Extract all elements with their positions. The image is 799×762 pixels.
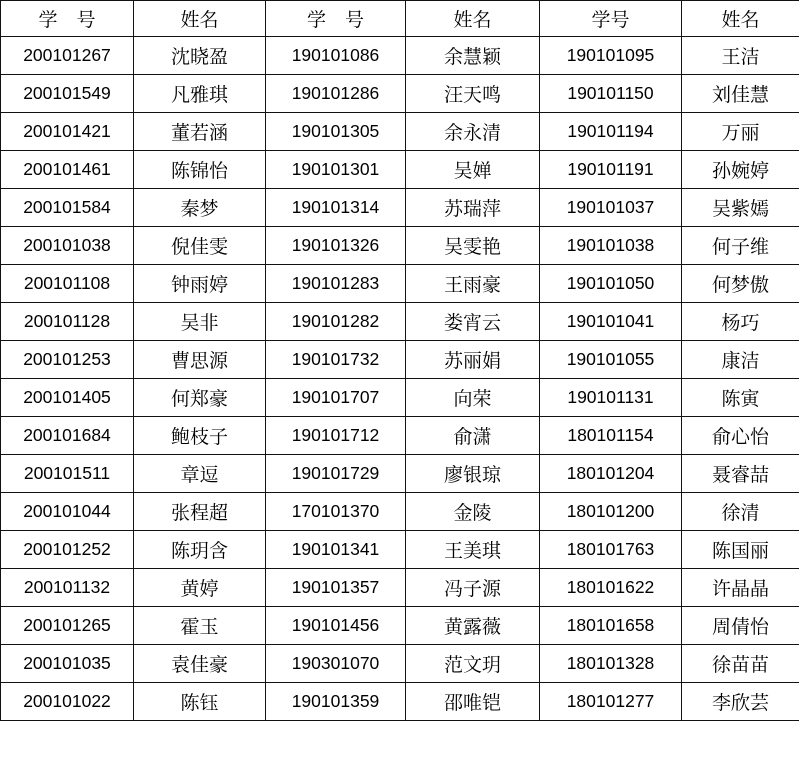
student-name-cell: 何子维: [682, 227, 799, 265]
student-name-cell: 吴婵: [406, 151, 540, 189]
student-name-cell: 王洁: [682, 37, 799, 75]
student-name-cell: 余永清: [406, 113, 540, 151]
student-name-cell: 金陵: [406, 493, 540, 531]
student-name-cell: 秦梦: [134, 189, 266, 227]
student-id-cell: 190301070: [266, 645, 406, 683]
student-id-cell: 190101131: [540, 379, 682, 417]
student-name-cell: 徐清: [682, 493, 799, 531]
table-row: [1, 379, 799, 417]
student-name-cell: 吴非: [134, 303, 266, 341]
student-name-cell: 万丽: [682, 113, 799, 151]
student-id-cell: 190101286: [266, 75, 406, 113]
student-id-cell: 190101305: [266, 113, 406, 151]
student-id-cell: 170101370: [266, 493, 406, 531]
student-name-cell: 范文玥: [406, 645, 540, 683]
student-id-cell: 190101194: [540, 113, 682, 151]
header-student-id: 学 号: [266, 1, 406, 37]
student-name-cell: 刘佳慧: [682, 75, 799, 113]
student-name-cell: 曹思源: [134, 341, 266, 379]
header-student-id: 学 号: [1, 1, 134, 37]
header-student-id: 学号: [540, 1, 682, 37]
student-id-cell: 200101253: [1, 341, 134, 379]
student-id-cell: 200101511: [1, 455, 134, 493]
table-row: [1, 455, 799, 493]
student-name-cell: 李欣芸: [682, 683, 799, 721]
student-id-cell: 190101357: [266, 569, 406, 607]
student-id-cell: 190101037: [540, 189, 682, 227]
student-name-cell: 康洁: [682, 341, 799, 379]
student-name-cell: 徐苗苗: [682, 645, 799, 683]
table-row: [1, 75, 799, 113]
table-row: [1, 113, 799, 151]
student-name-cell: 冯子源: [406, 569, 540, 607]
student-id-cell: 190101707: [266, 379, 406, 417]
student-name-cell: 黄露薇: [406, 607, 540, 645]
student-id-cell: 200101132: [1, 569, 134, 607]
student-id-cell: 200101038: [1, 227, 134, 265]
student-name-cell: 俞潇: [406, 417, 540, 455]
student-name-cell: 董若涵: [134, 113, 266, 151]
student-id-cell: 180101154: [540, 417, 682, 455]
student-name-cell: 何梦傲: [682, 265, 799, 303]
student-id-cell: 200101461: [1, 151, 134, 189]
student-id-cell: 190101712: [266, 417, 406, 455]
student-name-cell: 章逗: [134, 455, 266, 493]
student-id-cell: 190101095: [540, 37, 682, 75]
roster-body: [1, 37, 799, 721]
student-id-cell: 180101277: [540, 683, 682, 721]
table-row: [1, 151, 799, 189]
student-name-cell: 陈钰: [134, 683, 266, 721]
student-name-cell: 王美琪: [406, 531, 540, 569]
table-row: [1, 265, 799, 303]
table-row: [1, 37, 799, 75]
student-id-cell: 190101729: [266, 455, 406, 493]
student-id-cell: 200101684: [1, 417, 134, 455]
student-name-cell: 余慧颖: [406, 37, 540, 75]
student-id-cell: 180101763: [540, 531, 682, 569]
student-name-cell: 沈晓盈: [134, 37, 266, 75]
header-name: 姓名: [134, 1, 266, 37]
student-id-cell: 180101622: [540, 569, 682, 607]
student-name-cell: 苏瑞萍: [406, 189, 540, 227]
student-id-cell: 180101658: [540, 607, 682, 645]
student-name-cell: 吴雯艳: [406, 227, 540, 265]
table-row: [1, 303, 799, 341]
header-name: 姓名: [406, 1, 540, 37]
student-name-cell: 黄婷: [134, 569, 266, 607]
table-row: [1, 227, 799, 265]
student-id-cell: 190101314: [266, 189, 406, 227]
student-id-cell: 200101252: [1, 531, 134, 569]
student-id-cell: 200101044: [1, 493, 134, 531]
student-name-cell: 鲍枝子: [134, 417, 266, 455]
table-row: [1, 569, 799, 607]
student-id-cell: 180101204: [540, 455, 682, 493]
student-id-cell: 200101035: [1, 645, 134, 683]
student-id-cell: 190101038: [540, 227, 682, 265]
student-id-cell: 190101055: [540, 341, 682, 379]
student-id-cell: 200101405: [1, 379, 134, 417]
student-name-cell: 王雨豪: [406, 265, 540, 303]
student-name-cell: 廖银琼: [406, 455, 540, 493]
student-name-cell: 袁佳豪: [134, 645, 266, 683]
student-id-cell: 200101267: [1, 37, 134, 75]
student-name-cell: 张程超: [134, 493, 266, 531]
student-id-cell: 200101549: [1, 75, 134, 113]
table-row: [1, 341, 799, 379]
student-id-cell: 180101328: [540, 645, 682, 683]
table-row: [1, 417, 799, 455]
student-name-cell: 凡雅琪: [134, 75, 266, 113]
table-row: [1, 683, 799, 721]
table-row: [1, 531, 799, 569]
table-row: [1, 493, 799, 531]
student-id-cell: 190101086: [266, 37, 406, 75]
student-name-cell: 陈锦怡: [134, 151, 266, 189]
student-name-cell: 陈国丽: [682, 531, 799, 569]
student-id-cell: 190101456: [266, 607, 406, 645]
student-id-cell: 200101421: [1, 113, 134, 151]
student-name-cell: 霍玉: [134, 607, 266, 645]
student-id-cell: 190101326: [266, 227, 406, 265]
student-name-cell: 向荣: [406, 379, 540, 417]
student-id-cell: 190101301: [266, 151, 406, 189]
student-id-cell: 200101128: [1, 303, 134, 341]
student-id-cell: 200101022: [1, 683, 134, 721]
student-id-cell: 200101265: [1, 607, 134, 645]
student-id-cell: 190101150: [540, 75, 682, 113]
student-name-cell: 聂睿喆: [682, 455, 799, 493]
student-name-cell: 钟雨婷: [134, 265, 266, 303]
student-id-cell: 190101041: [540, 303, 682, 341]
student-name-cell: 汪天鸣: [406, 75, 540, 113]
student-id-cell: 190101282: [266, 303, 406, 341]
student-name-cell: 倪佳雯: [134, 227, 266, 265]
student-id-cell: 190101050: [540, 265, 682, 303]
student-id-cell: 190101341: [266, 531, 406, 569]
student-name-cell: 杨巧: [682, 303, 799, 341]
student-id-cell: 200101108: [1, 265, 134, 303]
student-name-cell: 苏丽娟: [406, 341, 540, 379]
header-name: 姓名: [682, 1, 799, 37]
student-name-cell: 何郑豪: [134, 379, 266, 417]
student-name-cell: 邵唯铠: [406, 683, 540, 721]
student-name-cell: 娄宵云: [406, 303, 540, 341]
student-name-cell: 吴紫嫣: [682, 189, 799, 227]
student-id-cell: 190101283: [266, 265, 406, 303]
student-id-cell: 200101584: [1, 189, 134, 227]
student-name-cell: 陈寅: [682, 379, 799, 417]
table-row: [1, 645, 799, 683]
student-id-cell: 180101200: [540, 493, 682, 531]
table-row: [1, 189, 799, 227]
student-name-cell: 陈玥含: [134, 531, 266, 569]
student-name-cell: 周倩怡: [682, 607, 799, 645]
student-name-cell: 许晶晶: [682, 569, 799, 607]
student-id-cell: 190101191: [540, 151, 682, 189]
student-name-cell: 孙婉婷: [682, 151, 799, 189]
student-name-cell: 俞心怡: [682, 417, 799, 455]
student-id-cell: 190101359: [266, 683, 406, 721]
table-row: [1, 607, 799, 645]
header-row: [1, 1, 799, 37]
student-id-cell: 190101732: [266, 341, 406, 379]
